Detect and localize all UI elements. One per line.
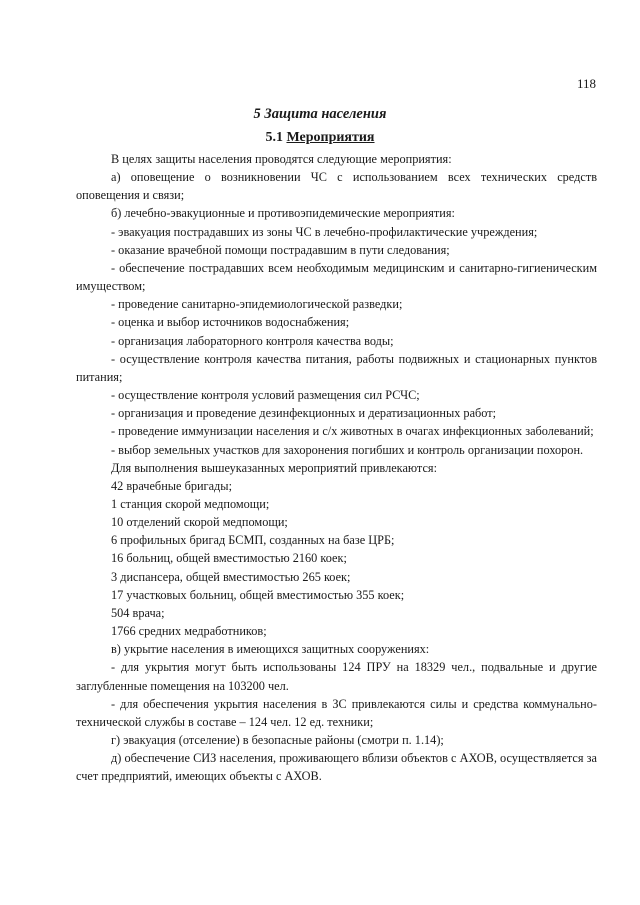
- paragraph: - организация лабораторного контроля качества воды;: [111, 333, 394, 348]
- paragraph: В целях защиты населения проводятся следующие мероприятия:: [111, 152, 452, 166]
- paragraph: 42 врачебные бригады;: [111, 478, 232, 493]
- paragraph: д) обеспечение СИЗ населения, проживающего вблизи объектов с АХОВ, осуществляется за счет предприятий, имеющих объекты с АХОВ.: [76, 751, 597, 784]
- paragraph: - осуществление контроля условий размещения сил РСЧС;: [111, 388, 420, 403]
- paragraph: 6 профильных бригад БСМП, созданных на базе ЦРБ;: [111, 533, 395, 548]
- paragraph: 17 участковых больниц, общей вместимостью 355 коек;: [111, 587, 405, 602]
- paragraph: 1 станция скорой медпомощи;: [111, 496, 270, 511]
- paragraph: - для укрытия могут быть использованы 124 ПРУ на 18329 чел., подвальные и другие заглубленные помещения на 103200 чел.: [76, 660, 597, 693]
- paragraph: в) укрытие населения в имеющихся защитных сооружениях:: [111, 642, 430, 657]
- paragraph: - выбор земельных участков для захоронения погибших и контроль организации похорон.: [111, 442, 584, 457]
- paragraph: 1766 средних медработников;: [111, 624, 267, 639]
- paragraph: а) оповещение о возникновении ЧС с использованием всех технических средств оповещения и связи;: [76, 170, 597, 203]
- paragraph: - обеспечение пострадавших всем необходимым медицинским и санитарно-гигиеническим имуществом;: [76, 260, 597, 294]
- body-text: [76, 150, 597, 785]
- paragraph: 16 больниц, общей вместимостью 2160 коек;: [111, 551, 347, 566]
- paragraph: Для выполнения вышеуказанных мероприятий привлекаются:: [111, 460, 437, 475]
- paragraph: 504 врача;: [111, 605, 165, 620]
- page-number: 118: [576, 76, 596, 91]
- paragraph: - эвакуация пострадавших из зоны ЧС в лечебно-профилактические учреждения;: [111, 224, 538, 239]
- paragraph: 3 диспансера, общей вместимостью 265 коек;: [111, 569, 351, 584]
- paragraph: - оценка и выбор источников водоснабжения;: [111, 315, 350, 330]
- subsection-name: Мероприятия: [286, 130, 375, 145]
- paragraph: - осуществление контроля качества питания, работы подвижных и стационарных пунктов питания;: [76, 351, 597, 384]
- paragraph: г) эвакуация (отселение) в безопасные районы (смотри п. 1.14);: [111, 733, 444, 747]
- paragraph: - проведение санитарно-эпидемиологической разведки;: [111, 297, 403, 312]
- paragraph: - организация и проведение дезинфекционных и дератизационных работ;: [111, 406, 497, 421]
- paragraph: б) лечебно-эвакуционные и противоэпидемические мероприятия:: [111, 206, 455, 221]
- paragraph: - оказание врачебной помощи пострадавшим в пути следования;: [111, 242, 450, 257]
- paragraph: - проведение иммунизации населения и с/х животных в очагах инфекционных заболеваний;: [111, 424, 594, 439]
- subsection-number: 5.1: [265, 130, 283, 145]
- section-title: 5 Защита населения: [253, 106, 387, 122]
- paragraph: 10 отделений скорой медпомощи;: [111, 515, 288, 530]
- subsection-title: [0, 129, 640, 147]
- paragraph: - для обеспечения укрытия населения в ЗС привлекаются силы и средства коммунально-технической службы в составе – 124 чел. 12 ед. техники;: [76, 696, 597, 729]
